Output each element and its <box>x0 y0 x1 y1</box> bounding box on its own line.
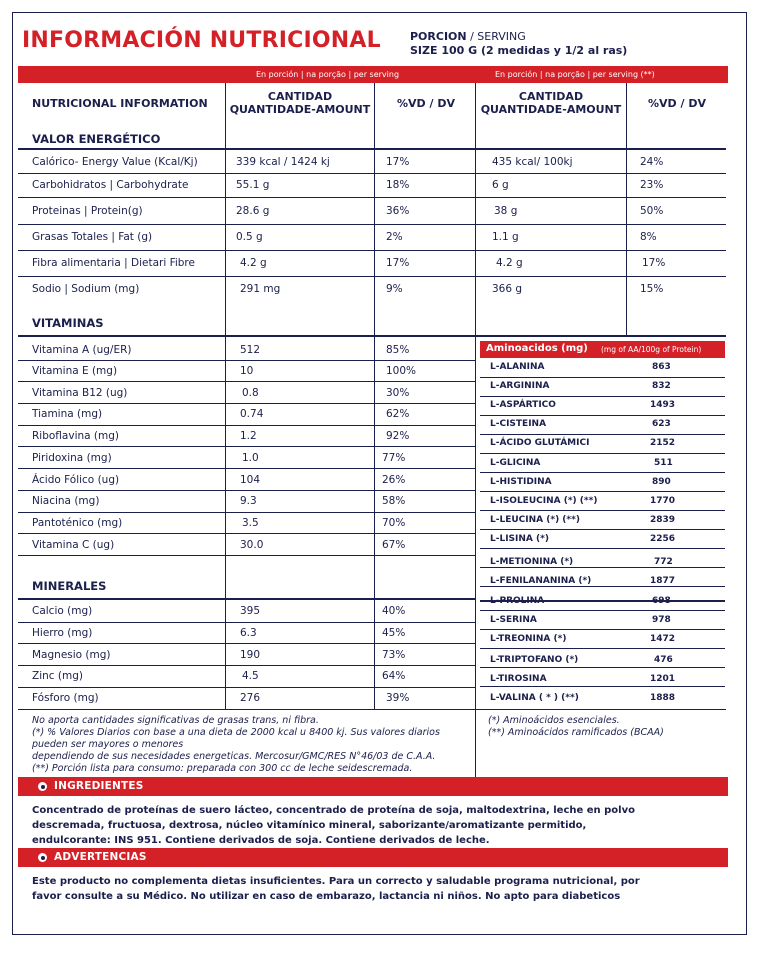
footnotes <box>32 715 472 777</box>
warnings-header <box>18 848 728 867</box>
vitamin-dv: 92% <box>386 430 410 442</box>
vitamin-label: Pantoténico (mg) <box>32 517 123 529</box>
vitamin-qty: 0.74 <box>240 408 264 420</box>
aminoacid-value: 698 <box>652 596 671 606</box>
fibre-dv-2: 17% <box>642 257 666 269</box>
section-energy: VALOR ENERGÉTICO <box>32 132 161 146</box>
vitamin-label: Vitamina C (ug) <box>32 539 115 551</box>
mineral-qty: 190 <box>240 649 261 661</box>
warnings-text: Este producto no complementa dietas insuficientes. Para un correcto y saludable programa nutricional, por favor consulte a su Médico. No utilizar en caso de embarazo, lactancia ni niños. No apto para diabeticos <box>32 876 640 902</box>
energy-qty-1: 339 kcal / 1424 kj <box>236 156 330 168</box>
carbs-dv-2: 23% <box>640 179 664 191</box>
fat-label: Grasas Totales | Fat (g) <box>32 231 153 243</box>
vitamin-dv: 26% <box>382 474 406 486</box>
aminoacid-value: 890 <box>652 477 671 487</box>
protein-dv-1: 36% <box>386 205 410 217</box>
mineral-label: Fósforo (mg) <box>32 692 99 704</box>
mineral-label: Hierro (mg) <box>32 627 93 639</box>
energy-dv-1: 17% <box>386 156 410 168</box>
aminoacid-name: L-TIROSINA <box>490 674 547 684</box>
ingredients-text: Concentrado de proteínas de suero lácteo, concentrado de proteína de soja, maltodextrina, leche en polvo descremada, fructuosa, dextrosa, núcleo vitamínico mineral, saborizante/aromatizante permitido, endulcorante: INS 951. Contiene derivados de soja. Contiene derivados de leche. <box>32 805 635 846</box>
aminoacid-value: 772 <box>654 557 673 567</box>
mineral-qty: 395 <box>240 605 261 617</box>
label-frame <box>12 12 747 935</box>
vitamin-qty: 9.3 <box>240 495 257 507</box>
aminoacid-value: 476 <box>654 655 673 665</box>
aminoacids-title: Aminoacidos (mg) <box>486 343 588 354</box>
bullet-icon <box>38 853 47 862</box>
fibre-dv-1: 17% <box>386 257 410 269</box>
serving-header-bar <box>18 66 728 83</box>
aminoacid-value: 2256 <box>650 534 676 544</box>
carbs-qty-2: 6 g <box>492 179 509 191</box>
vitamin-qty: 0.8 <box>242 387 259 399</box>
aminoacid-value: 1201 <box>650 674 676 684</box>
aminoacid-value: 832 <box>652 381 671 391</box>
aminoacid-name: L-GLICINA <box>490 458 541 468</box>
section-minerals: MINERALES <box>32 579 107 593</box>
carbs-qty-1: 55.1 g <box>236 179 270 191</box>
ingredients-header <box>18 777 728 796</box>
mineral-label: Zinc (mg) <box>32 670 83 682</box>
vitamin-label: Tiamina (mg) <box>32 408 103 420</box>
page-title: INFORMACIÓN NUTRICIONAL <box>22 28 381 53</box>
vitamin-qty: 1.0 <box>242 452 259 464</box>
fibre-qty-2: 4.2 g <box>496 257 523 269</box>
vitamin-label: Ácido Fólico (ug) <box>32 474 120 486</box>
aminoacid-value: 1877 <box>650 576 676 586</box>
mineral-qty: 6.3 <box>240 627 257 639</box>
vitamin-label: Vitamina A (ug/ER) <box>32 344 132 356</box>
vitamin-qty: 30.0 <box>240 539 264 551</box>
mineral-dv: 45% <box>382 627 406 639</box>
aminoacids-subtitle: (mg of AA/100g of Protein) <box>601 345 702 354</box>
vitamin-dv: 30% <box>386 387 410 399</box>
aminoacid-name: L-SERINA <box>490 615 537 625</box>
vitamin-label: Vitamina E (mg) <box>32 365 118 377</box>
bullet-icon <box>38 782 47 791</box>
vitamin-dv: 77% <box>382 452 406 464</box>
mineral-dv: 40% <box>382 605 406 617</box>
serving-size <box>410 30 627 58</box>
aminoacid-note-essential: (*) Aminoácidos esenciales. <box>488 715 620 726</box>
aminoacid-value: 2839 <box>650 515 676 525</box>
serving-bar-left: En porción | na porção | per serving <box>256 70 400 79</box>
aminoacid-name: L-LISINA (*) <box>490 534 549 544</box>
aminoacid-name: L-PROLINA <box>490 596 545 606</box>
aminoacid-name: L-HISTIDINA <box>490 477 552 487</box>
vitamin-dv: 58% <box>382 495 406 507</box>
serving-label: PORCION <box>410 30 467 43</box>
section-vitamins: VITAMINAS <box>32 316 104 330</box>
vitamin-dv: 70% <box>382 517 406 529</box>
aminoacid-value: 1493 <box>650 400 676 410</box>
col-header-qty-2: CANTIDAD QUANTIDADE-AMOUNT <box>480 90 622 116</box>
aminoacid-name: L-ISOLEUCINA (*) (**) <box>490 496 598 506</box>
vitamin-dv: 62% <box>386 408 410 420</box>
footnote: (*) % Valores Diarios con base a una dieta de 2000 kcal u 8400 kj. Sus valores diarios <box>32 727 440 738</box>
energy-label: Calórico- Energy Value (Kcal/Kj) <box>32 156 198 168</box>
protein-label: Proteinas | Protein(g) <box>32 205 143 217</box>
vitamin-qty: 10 <box>240 365 254 377</box>
sodium-label: Sodio | Sodium (mg) <box>32 283 140 295</box>
mineral-dv: 73% <box>382 649 406 661</box>
sodium-qty-2: 366 g <box>492 283 523 295</box>
footnote: pueden ser mayores o menores <box>32 739 184 750</box>
aminoacid-value: 1888 <box>650 693 676 703</box>
aminoacid-footnotes <box>488 715 664 739</box>
serving-label-en: / SERVING <box>466 30 526 43</box>
aminoacid-name: L-TREONINA (*) <box>490 634 567 644</box>
mineral-dv: 39% <box>386 692 410 704</box>
vitamin-qty: 1.2 <box>240 430 257 442</box>
mineral-qty: 4.5 <box>242 670 259 682</box>
protein-dv-2: 50% <box>640 205 664 217</box>
aminoacid-note-bcaa: (**) Aminoácidos ramificados (BCAA) <box>488 727 664 738</box>
aminoacid-name: L-ARGININA <box>490 381 550 391</box>
aminoacid-name: L-METIONINA (*) <box>490 557 574 567</box>
aminoacid-name: L-ASPÁRTICO <box>490 400 556 410</box>
footnote: No aporta cantidades significativas de grasas trans, ni fibra. <box>32 715 319 726</box>
warnings-title: ADVERTENCIAS <box>54 851 147 863</box>
protein-qty-2: 38 g <box>494 205 518 217</box>
carbs-dv-1: 18% <box>386 179 410 191</box>
aminoacid-value: 1472 <box>650 634 676 644</box>
vitamin-label: Vitamina B12 (ug) <box>32 387 128 399</box>
serving-size-value: SIZE 100 G (2 medidas y 1/2 al ras) <box>410 44 628 57</box>
fat-qty-1: 0.5 g <box>236 231 263 243</box>
energy-dv-2: 24% <box>640 156 664 168</box>
col-header-dv-1: %VD / DV <box>397 97 455 110</box>
serving-bar-right: En porción | na porção | per serving (**) <box>495 70 655 79</box>
vitamin-dv: 67% <box>382 539 406 551</box>
aminoacid-value: 1770 <box>650 496 676 506</box>
vitamin-dv: 100% <box>386 365 417 377</box>
fat-dv-1: 2% <box>386 231 403 243</box>
footnote: dependiendo de sus necesidades energeticas. Mercosur/GMC/RES N°46/03 de C.A.A. <box>32 751 436 762</box>
aminoacid-value: 863 <box>652 362 671 372</box>
col-header-dv-2: %VD / DV <box>648 97 706 110</box>
ingredients-title: INGREDIENTES <box>54 780 144 792</box>
vitamin-qty: 3.5 <box>242 517 259 529</box>
aminoacid-name: L-CISTEINA <box>490 419 547 429</box>
vitamin-label: Niacina (mg) <box>32 495 100 507</box>
sodium-dv-2: 15% <box>640 283 664 295</box>
aminoacid-name: L-ÁCIDO GLUTÁMICI <box>490 438 590 448</box>
aminoacid-value: 978 <box>652 615 671 625</box>
aminoacid-name: L-TRIPTOFANO (*) <box>490 655 579 665</box>
carbs-label: Carbohidratos | Carbohydrate <box>32 179 189 191</box>
vitamin-qty: 104 <box>240 474 261 486</box>
mineral-qty: 276 <box>240 692 261 704</box>
col-header-label: NUTRICIONAL INFORMATION <box>32 97 208 110</box>
vitamin-dv: 85% <box>386 344 410 356</box>
fibre-label: Fibra alimentaria | Dietari Fibre <box>32 257 195 269</box>
mineral-label: Calcio (mg) <box>32 605 93 617</box>
footnote: (**) Porción lista para consumo: preparada con 300 cc de leche seidescremada. <box>32 763 413 774</box>
aminoacid-value: 2152 <box>650 438 676 448</box>
aminoacid-name: L-VALINA ( * ) (**) <box>490 693 579 703</box>
col-header-qty-1: CANTIDAD QUANTIDADE-AMOUNT <box>229 90 371 116</box>
aminoacid-name: L-ALANINA <box>490 362 545 372</box>
aminoacid-name: L-FENILANANINA (*) <box>490 576 592 586</box>
aminoacids-header <box>480 341 725 358</box>
energy-qty-2: 435 kcal/ 100kj <box>492 156 573 168</box>
mineral-label: Magnesio (mg) <box>32 649 111 661</box>
vitamin-label: Piridoxina (mg) <box>32 452 112 464</box>
aminoacid-name: L-LEUCINA (*) (**) <box>490 515 580 525</box>
aminoacid-value: 511 <box>654 458 673 468</box>
protein-qty-1: 28.6 g <box>236 205 270 217</box>
fat-dv-2: 8% <box>640 231 657 243</box>
aminoacid-value: 623 <box>652 419 671 429</box>
sodium-qty-1: 291 mg <box>240 283 281 295</box>
mineral-dv: 64% <box>382 670 406 682</box>
vitamin-qty: 512 <box>240 344 261 356</box>
sodium-dv-1: 9% <box>386 283 403 295</box>
vitamin-label: Riboflavina (mg) <box>32 430 119 442</box>
fat-qty-2: 1.1 g <box>492 231 519 243</box>
fibre-qty-1: 4.2 g <box>240 257 267 269</box>
